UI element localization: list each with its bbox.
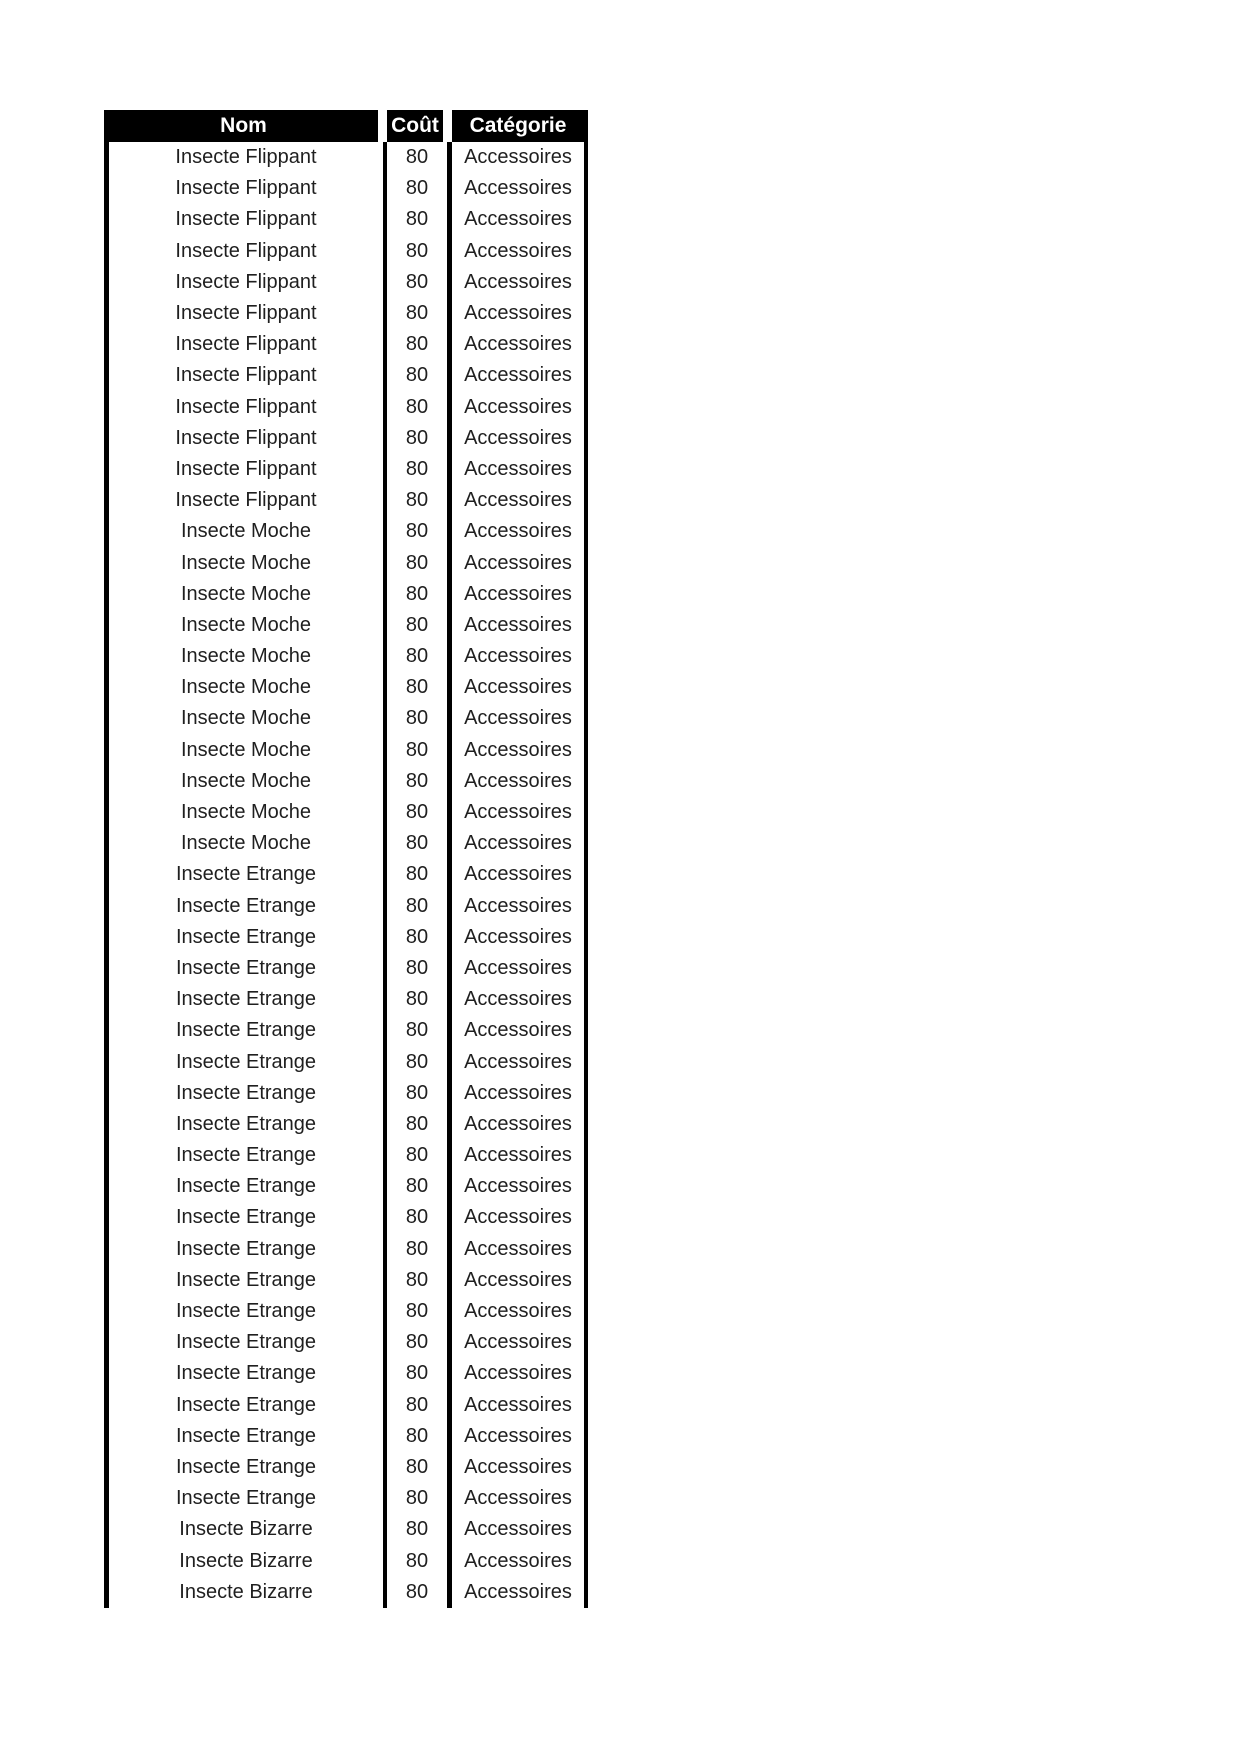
cell-nom: Insecte Etrange (104, 891, 383, 922)
table-row (104, 485, 588, 516)
cell-categorie: Accessoires (447, 142, 588, 173)
cell-nom: Insecte Moche (104, 579, 383, 610)
cell-categorie: Accessoires (447, 1140, 588, 1171)
table-row (104, 1234, 588, 1265)
cell-nom: Insecte Flippant (104, 298, 383, 329)
cell-cout: 80 (383, 298, 447, 329)
cell-categorie: Accessoires (447, 703, 588, 734)
cell-cout: 80 (383, 891, 447, 922)
cell-nom: Insecte Moche (104, 797, 383, 828)
cell-categorie: Accessoires (447, 1078, 588, 1109)
cell-categorie: Accessoires (447, 610, 588, 641)
cell-categorie: Accessoires (447, 516, 588, 547)
table-row (104, 953, 588, 984)
cell-categorie: Accessoires (447, 454, 588, 485)
cell-categorie: Accessoires (447, 984, 588, 1015)
table-row (104, 735, 588, 766)
cell-categorie: Accessoires (447, 392, 588, 423)
cell-categorie: Accessoires (447, 1296, 588, 1327)
table-row (104, 1545, 588, 1576)
cell-categorie: Accessoires (447, 423, 588, 454)
table-row (104, 204, 588, 235)
cell-categorie: Accessoires (447, 1327, 588, 1358)
cell-categorie: Accessoires (447, 1015, 588, 1046)
cell-categorie: Accessoires (447, 859, 588, 890)
header-row (104, 110, 588, 142)
cell-nom: Insecte Bizarre (104, 1545, 383, 1576)
table-row (104, 859, 588, 890)
cell-cout: 80 (383, 797, 447, 828)
cell-cout: 80 (383, 610, 447, 641)
cell-cout: 80 (383, 735, 447, 766)
cell-nom: Insecte Etrange (104, 922, 383, 953)
cell-nom: Insecte Flippant (104, 329, 383, 360)
cell-cout: 80 (383, 1046, 447, 1077)
table-row (104, 547, 588, 578)
cell-nom: Insecte Etrange (104, 1078, 383, 1109)
table-row (104, 1514, 588, 1545)
cell-nom: Insecte Etrange (104, 1390, 383, 1421)
cell-cout: 80 (383, 267, 447, 298)
table-row (104, 1358, 588, 1389)
cell-nom: Insecte Flippant (104, 173, 383, 204)
cell-nom: Insecte Etrange (104, 1046, 383, 1077)
cell-nom: Insecte Etrange (104, 1452, 383, 1483)
table-row (104, 797, 588, 828)
table-row (104, 423, 588, 454)
cell-nom: Insecte Flippant (104, 267, 383, 298)
cell-nom: Insecte Flippant (104, 360, 383, 391)
table-row (104, 1421, 588, 1452)
cell-cout: 80 (383, 392, 447, 423)
cell-categorie: Accessoires (447, 1514, 588, 1545)
cell-categorie: Accessoires (447, 1202, 588, 1233)
cell-cout: 80 (383, 173, 447, 204)
table-row (104, 1140, 588, 1171)
cell-cout: 80 (383, 236, 447, 267)
table-row (104, 1296, 588, 1327)
cell-nom: Insecte Flippant (104, 142, 383, 173)
cell-cout: 80 (383, 859, 447, 890)
cell-nom: Insecte Etrange (104, 1358, 383, 1389)
cell-cout: 80 (383, 1234, 447, 1265)
cell-categorie: Accessoires (447, 547, 588, 578)
cell-cout: 80 (383, 1171, 447, 1202)
table-row (104, 579, 588, 610)
cell-categorie: Accessoires (447, 1577, 588, 1608)
cell-categorie: Accessoires (447, 298, 588, 329)
cell-cout: 80 (383, 1483, 447, 1514)
cell-cout: 80 (383, 485, 447, 516)
table-row (104, 1078, 588, 1109)
table-row (104, 454, 588, 485)
table-row (104, 922, 588, 953)
cell-nom: Insecte Moche (104, 735, 383, 766)
cell-nom: Insecte Etrange (104, 1171, 383, 1202)
table-row (104, 1171, 588, 1202)
table-row (104, 329, 588, 360)
cell-categorie: Accessoires (447, 735, 588, 766)
cell-nom: Insecte Flippant (104, 423, 383, 454)
header-cell-categorie: Catégorie (447, 110, 588, 142)
cell-categorie: Accessoires (447, 267, 588, 298)
cell-categorie: Accessoires (447, 766, 588, 797)
cell-categorie: Accessoires (447, 1109, 588, 1140)
cell-categorie: Accessoires (447, 797, 588, 828)
cell-categorie: Accessoires (447, 329, 588, 360)
cell-cout: 80 (383, 766, 447, 797)
header-cell-nom: Nom (104, 110, 383, 142)
table-row (104, 516, 588, 547)
cell-cout: 80 (383, 579, 447, 610)
cell-categorie: Accessoires (447, 891, 588, 922)
cell-cout: 80 (383, 142, 447, 173)
cell-categorie: Accessoires (447, 953, 588, 984)
table-row (104, 1265, 588, 1296)
cell-cout: 80 (383, 1296, 447, 1327)
cell-nom: Insecte Flippant (104, 236, 383, 267)
cell-nom: Insecte Bizarre (104, 1577, 383, 1608)
cell-nom: Insecte Moche (104, 516, 383, 547)
cell-categorie: Accessoires (447, 672, 588, 703)
cell-nom: Insecte Etrange (104, 984, 383, 1015)
cell-nom: Insecte Etrange (104, 1265, 383, 1296)
cell-nom: Insecte Etrange (104, 1234, 383, 1265)
table-row (104, 1015, 588, 1046)
cell-cout: 80 (383, 1015, 447, 1046)
cell-cout: 80 (383, 423, 447, 454)
table-row (104, 360, 588, 391)
cell-cout: 80 (383, 1577, 447, 1608)
cell-cout: 80 (383, 547, 447, 578)
cell-nom: Insecte Moche (104, 828, 383, 859)
cell-nom: Insecte Moche (104, 672, 383, 703)
table-header (104, 110, 588, 142)
cell-categorie: Accessoires (447, 1046, 588, 1077)
table-row (104, 641, 588, 672)
items-table (104, 110, 588, 1608)
cell-nom: Insecte Etrange (104, 1015, 383, 1046)
cell-categorie: Accessoires (447, 922, 588, 953)
cell-cout: 80 (383, 516, 447, 547)
table-row (104, 891, 588, 922)
cell-nom: Insecte Moche (104, 766, 383, 797)
table-row (104, 298, 588, 329)
cell-cout: 80 (383, 984, 447, 1015)
cell-cout: 80 (383, 953, 447, 984)
table-row (104, 766, 588, 797)
table-row (104, 984, 588, 1015)
cell-nom: Insecte Bizarre (104, 1514, 383, 1545)
cell-categorie: Accessoires (447, 1390, 588, 1421)
cell-categorie: Accessoires (447, 173, 588, 204)
table-row (104, 1577, 588, 1608)
cell-categorie: Accessoires (447, 1265, 588, 1296)
cell-categorie: Accessoires (447, 1171, 588, 1202)
table-row (104, 142, 588, 173)
table-row (104, 1327, 588, 1358)
cell-nom: Insecte Etrange (104, 953, 383, 984)
cell-categorie: Accessoires (447, 360, 588, 391)
cell-nom: Insecte Moche (104, 610, 383, 641)
cell-cout: 80 (383, 703, 447, 734)
table-row (104, 1109, 588, 1140)
cell-cout: 80 (383, 1421, 447, 1452)
cell-cout: 80 (383, 922, 447, 953)
cell-nom: Insecte Etrange (104, 1202, 383, 1233)
table-row (104, 392, 588, 423)
table-row (104, 1390, 588, 1421)
table-row (104, 1483, 588, 1514)
table-row (104, 173, 588, 204)
cell-categorie: Accessoires (447, 1545, 588, 1576)
cell-nom: Insecte Etrange (104, 859, 383, 890)
cell-cout: 80 (383, 454, 447, 485)
cell-nom: Insecte Flippant (104, 485, 383, 516)
table-row (104, 610, 588, 641)
cell-categorie: Accessoires (447, 1421, 588, 1452)
cell-cout: 80 (383, 204, 447, 235)
cell-cout: 80 (383, 1358, 447, 1389)
table-row (104, 828, 588, 859)
cell-nom: Insecte Flippant (104, 204, 383, 235)
cell-nom: Insecte Moche (104, 547, 383, 578)
header-cell-cout: Coût (383, 110, 447, 142)
cell-nom: Insecte Etrange (104, 1327, 383, 1358)
cell-categorie: Accessoires (447, 641, 588, 672)
table-row (104, 672, 588, 703)
table-row (104, 236, 588, 267)
cell-cout: 80 (383, 1078, 447, 1109)
table-row (104, 1046, 588, 1077)
cell-nom: Insecte Etrange (104, 1296, 383, 1327)
cell-categorie: Accessoires (447, 485, 588, 516)
cell-nom: Insecte Etrange (104, 1109, 383, 1140)
cell-nom: Insecte Etrange (104, 1140, 383, 1171)
table-row (104, 267, 588, 298)
cell-categorie: Accessoires (447, 1452, 588, 1483)
cell-cout: 80 (383, 828, 447, 859)
cell-categorie: Accessoires (447, 1358, 588, 1389)
cell-cout: 80 (383, 1202, 447, 1233)
cell-cout: 80 (383, 1265, 447, 1296)
cell-nom: Insecte Moche (104, 703, 383, 734)
cell-cout: 80 (383, 1390, 447, 1421)
cell-nom: Insecte Etrange (104, 1483, 383, 1514)
cell-cout: 80 (383, 672, 447, 703)
table-row (104, 703, 588, 734)
cell-nom: Insecte Moche (104, 641, 383, 672)
cell-categorie: Accessoires (447, 579, 588, 610)
cell-categorie: Accessoires (447, 1234, 588, 1265)
table-row (104, 1202, 588, 1233)
cell-cout: 80 (383, 1109, 447, 1140)
cell-categorie: Accessoires (447, 828, 588, 859)
cell-cout: 80 (383, 1545, 447, 1576)
cell-categorie: Accessoires (447, 204, 588, 235)
cell-nom: Insecte Flippant (104, 454, 383, 485)
cell-cout: 80 (383, 641, 447, 672)
cell-categorie: Accessoires (447, 236, 588, 267)
table-row (104, 1452, 588, 1483)
cell-cout: 80 (383, 1514, 447, 1545)
table-body (104, 142, 588, 1608)
cell-cout: 80 (383, 1327, 447, 1358)
cell-nom: Insecte Flippant (104, 392, 383, 423)
cell-cout: 80 (383, 1452, 447, 1483)
cell-cout: 80 (383, 1140, 447, 1171)
cell-categorie: Accessoires (447, 1483, 588, 1514)
cell-nom: Insecte Etrange (104, 1421, 383, 1452)
cell-cout: 80 (383, 329, 447, 360)
cell-cout: 80 (383, 360, 447, 391)
